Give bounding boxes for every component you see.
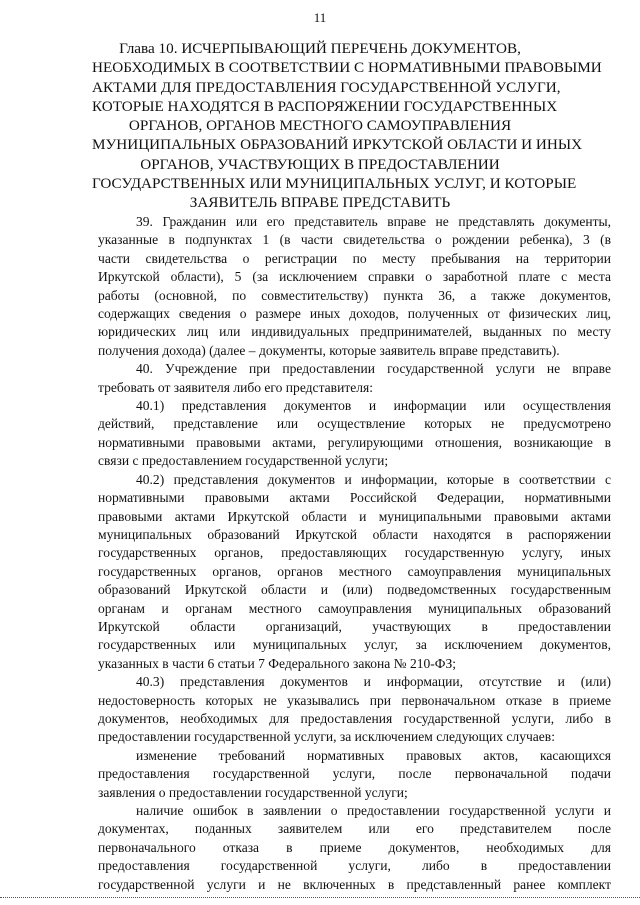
text-line: 39. Гражданин или его представитель вправе не представлять документы, xyxy=(136,214,611,229)
paragraph xyxy=(98,471,611,673)
text-line: связи с предоставлением государственной услуги; xyxy=(98,453,389,469)
text-line: 40.3) представления документов и информации, отсутствие и (или) xyxy=(136,674,611,690)
chapter-title-line: МУНИЦИПАЛЬНЫХ ОБРАЗОВАНИЙ ИРКУТСКОЙ ОБЛАСТИ И ИНЫХ xyxy=(92,136,583,154)
text-line: содержащих сведения о размере иных доходов, полученных от физических лиц, xyxy=(98,306,611,322)
text-line: предоставлении государственной услуги, за исключением следующих случаев: xyxy=(98,729,555,745)
text-line: Иркутской области), 5 (за исключением справки о заработной плате с места xyxy=(98,269,611,285)
chapter-title xyxy=(92,39,602,213)
text-line: нормативными правовыми актами Российской Федерации, нормативными xyxy=(98,490,611,506)
text-line: государственных органов, органов местного самоуправления муниципальных xyxy=(98,563,611,579)
chapter-title-line: ЗАЯВИТЕЛЬ ВПРАВЕ ПРЕДСТАВИТЬ xyxy=(189,194,451,212)
chapter-title-line: ГОСУДАРСТВЕННЫХ ИЛИ МУНИЦИПАЛЬНЫХ УСЛУГ, И КОТОРЫЕ xyxy=(92,175,577,193)
text-line: муниципальных образований Иркутской области находятся в распоряжении xyxy=(98,526,611,542)
page-number: 11 xyxy=(313,10,327,25)
text-line: работы (основной, по совместительству) пункта 36, а также документов, xyxy=(98,287,611,303)
chapter-title-line: Глава 10. ИСЧЕРПЫВАЮЩИЙ ПЕРЕЧЕНЬ ДОКУМЕНТОВ, xyxy=(119,40,521,57)
text-line: получения дохода) (далее – документы, которые заявитель вправе представить). xyxy=(98,342,560,358)
text-line: 40.2) представления документов и информации, которые в соответствии с xyxy=(136,471,611,487)
text-line: образований Иркутской области и (или) подведомственных государственным xyxy=(98,582,611,598)
text-line: указанных в части 6 статьи 7 Федерального закона № 210-ФЗ; xyxy=(98,655,457,671)
paragraph xyxy=(98,360,611,397)
paragraph xyxy=(98,213,611,360)
text-line: Иркутской области организаций, участвующих в предоставлении xyxy=(98,618,611,634)
text-line: 40.1) представления документов и информации или осуществления xyxy=(136,398,611,414)
text-line: изменение требований нормативных правовых актов, касающихся xyxy=(136,747,611,763)
text-line: государственных или муниципальных услуг, за исключением документов, xyxy=(98,637,611,653)
text-line: предоставления государственной услуги, после первоначальной подачи xyxy=(98,766,611,782)
text-line: требовать от заявителя либо его представителя: xyxy=(98,379,374,395)
footer-rule xyxy=(0,897,640,898)
text-line: документов, необходимых для предоставления государственной услуги, либо в xyxy=(98,710,611,726)
text-line: 40. Учреждение при предоставлении государственной услуги не вправе xyxy=(136,361,611,377)
text-line: государственных органов, предоставляющих государственную услугу, иных xyxy=(98,545,611,561)
text-line: первоначального отказа в приеме документов, необходимых для xyxy=(98,839,611,855)
chapter-title-line: ОРГАНОВ, ОРГАНОВ МЕСТНОГО САМОУПРАВЛЕНИЯ xyxy=(128,117,512,135)
text-line: органам и органам местного самоуправления муниципальных образований xyxy=(98,600,611,616)
text-line: части свидетельства о регистрации по месту пребывания на территории xyxy=(98,250,611,266)
text-line: заявления о предоставлении государственной услуги; xyxy=(98,784,408,800)
paragraph xyxy=(98,673,611,747)
text-line: действий, представление или осуществление которых не предусмотрено xyxy=(98,416,611,432)
text-line: государственной услуги и не включенных в представленный ранее комплект xyxy=(98,876,611,892)
text-line: указанные в подпунктах 1 (в части свидетельства о рождении ребенка), 3 (в xyxy=(98,232,611,248)
body-text xyxy=(98,213,611,894)
paragraph xyxy=(98,747,611,802)
chapter-title-line: ОРГАНОВ, УЧАСТВУЮЩИХ В ПРЕДОСТАВЛЕНИИ xyxy=(140,155,500,173)
chapter-title-line: АКТАМИ ДЛЯ ПРЕДОСТАВЛЕНИЯ ГОСУДАРСТВЕННОЙ УСЛУГИ, xyxy=(92,78,561,96)
text-line: юридических лиц или индивидуальных предпринимателей, выданных по месту xyxy=(98,324,611,340)
text-line: правовыми актами Иркутской области и муниципальными правовыми актами xyxy=(98,508,611,524)
text-line: нормативными правовыми актами, регулирующими отношения, возникающие в xyxy=(98,434,611,450)
paragraph xyxy=(98,802,611,894)
text-line: наличие ошибок в заявлении о предоставлении государственной услуги и xyxy=(136,803,611,818)
text-line: документах, поданных заявителем или его представителем после xyxy=(98,821,611,837)
text-line: недостоверность которых не указывались при первоначальном отказе в приеме xyxy=(98,692,611,708)
chapter-title-line: КОТОРЫЕ НАХОДЯТСЯ В РАСПОРЯЖЕНИИ ГОСУДАРСТВЕННЫХ xyxy=(92,97,558,115)
paragraph xyxy=(98,397,611,471)
chapter-title-line: НЕОБХОДИМЫХ В СООТВЕТСТВИИ С НОРМАТИВНЫМИ ПРАВОВЫМИ xyxy=(92,59,602,77)
text-line: предоставления государственной услуги, либо в предоставлении xyxy=(98,858,611,874)
